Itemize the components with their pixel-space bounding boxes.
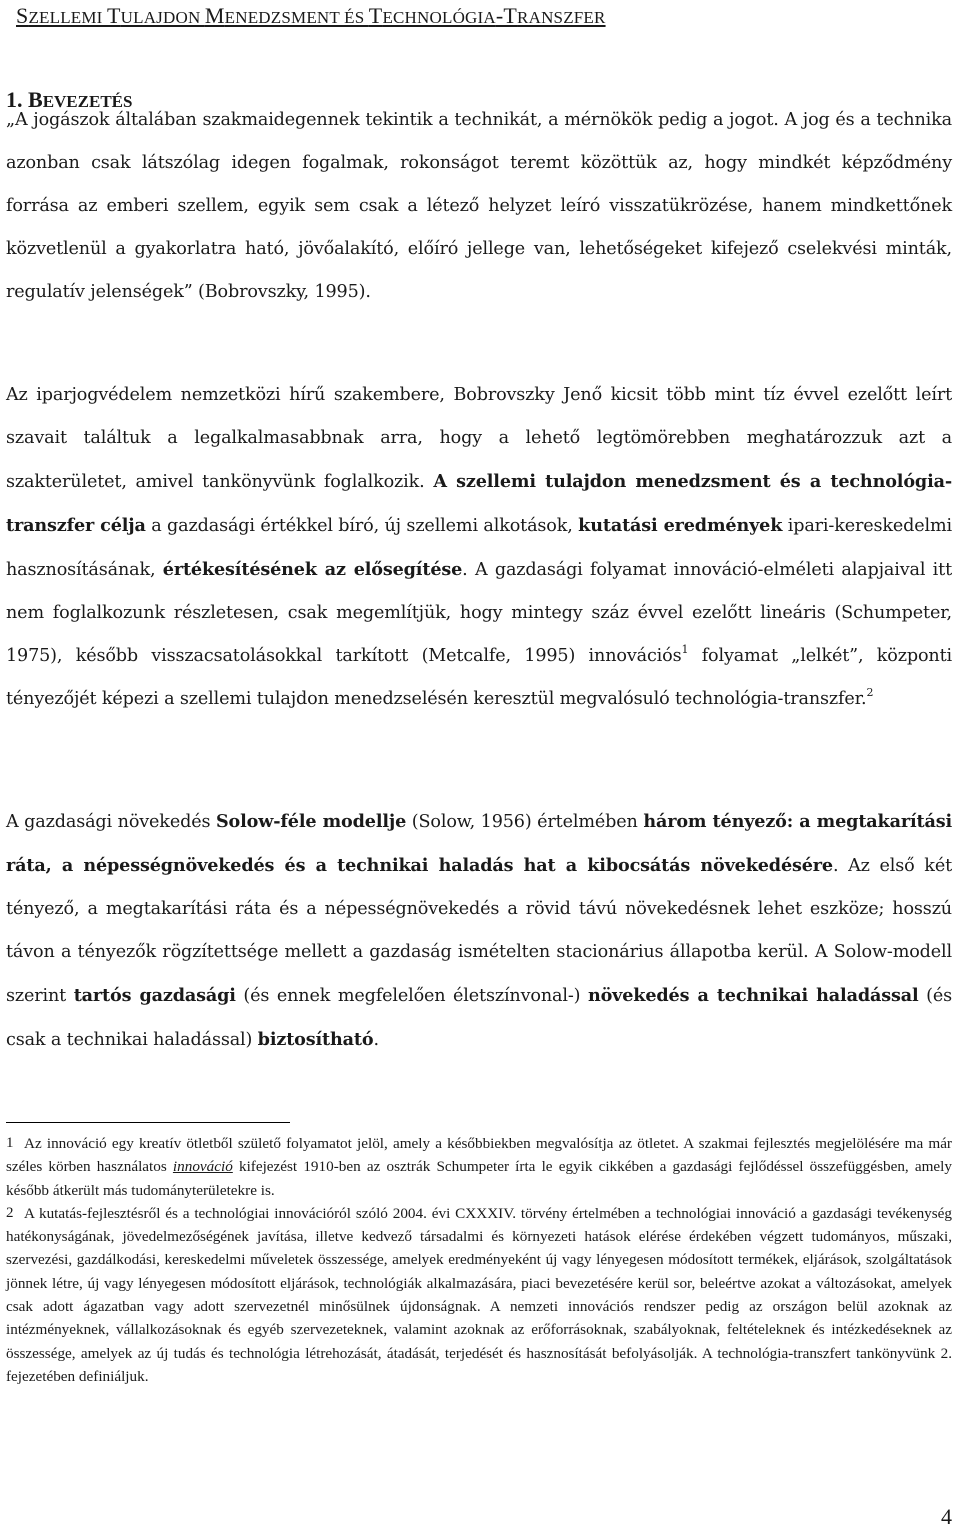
footnote-ref-2[interactable]: 2 xyxy=(866,686,874,699)
text-run: (és ennek megfelelően életszínvonal-) xyxy=(235,986,588,1006)
text-run: Az iparjogvédelem nemzetközi hírű szakembere, Bobrovszky Jenő kicsit több mint tíz évvel ezelőtt leírt szavait találtuk a legalkalmasabbnak arra, hogy a lehető legtömörebben meghatározzuk azt a szakterületet, amivel tankönyvünk foglalkozik. xyxy=(6,385,952,492)
footnote-text: A kutatás-fejlesztésről és a technológiai innovációról szóló 2004. évi CXXXIV. törvény értelmében a technológiai innováció a gazdasági tevékenység hatékonyságának, jövedelmezőségének javítása, illetve kedvező társadalmi és környezeti hatások elérése érdekében végzett tudományos, műszaki, szervezési, gazdálkodási, kereskedelmi műveletek összessége, amelyek eredményeként új vagy lényegesen módosított termékek, eljárások, szolgáltatások jönnek létre, új vagy lényegesen módosított eljárások, technológiák alkalmazására, piaci bevezetésére kerül sor, beleértve azokat a változásokat, amelyek csak adott ágazatban vagy adott szervezetnél minősülnek újdonságnak. A nemzeti innovációs rendszer pedig az országon belül azoknak az intézményeknek, vállalkozásoknak és egyéb szervezeteknek, valamint azoknak az erőforrásoknak, szabályoknak, feltételeknek és intézkedéseknek az összessége, amelyek az új tudás és technológia létrehozását, átadását, terjedését és hasznosítását befolyásolják. A technológia-transzfert tankönyvünk 2. fejezetében definiáljuk. xyxy=(6,1204,952,1385)
header-text: -T xyxy=(495,3,518,28)
text-run: . A gazdasági folyamat innováció-elméleti alapjaival itt nem foglalkozunk részletesen, csak megemlítjük, hogy mintegy száz évvel ezelőtt lineáris (Schumpeter, 1975), később visszacsatolásokkal tarkított (Metcalfe, 1995) innovációs xyxy=(6,560,952,666)
section-title: B xyxy=(28,87,43,112)
footnote-2 xyxy=(6,1202,952,1388)
bold-text: A szellemi tulajdon menedzsment és a technológia-transzfer célja xyxy=(6,471,952,536)
bold-text: tartós gazdasági xyxy=(73,985,236,1006)
bold-text: biztosítható xyxy=(257,1029,374,1050)
text-run: . xyxy=(373,1030,379,1050)
header-text: M xyxy=(204,3,225,28)
text-run: a gazdasági értékkel bíró, új szellemi alkotások, xyxy=(145,516,579,536)
italic-text: innováció xyxy=(172,1158,233,1176)
bold-text: három tényező: a megtakarítási ráta, a népességnövekedés és a technikai haladás hat a kibocsátás növekedésére xyxy=(6,811,953,876)
bold-text: kutatási eredmények xyxy=(578,515,783,536)
text-run: kifejezést 1910-ben az osztrák Schumpeter írta le egyik cikkében a gazdasági fejlődéssel összefüggésben, amely később átkerült más tudományterületekre is. xyxy=(6,1158,952,1199)
footnote-number: 2 xyxy=(6,1204,14,1221)
footnotes xyxy=(6,1132,952,1388)
bold-text: növekedés a technikai haladással xyxy=(587,985,919,1006)
paragraph-text xyxy=(6,374,952,721)
text-run: . Az első két tényező, a megtakarítási ráta és a népességnövekedés a rövid távú növekedésnek lehet eszköze; hosszú távon a tényezők rögzítettsége mellett a gazdaság ismételten stacionárius állapotba kerül. A Solow-modell szerint xyxy=(6,856,952,1006)
header-text: T xyxy=(107,3,121,28)
text-run: folyamat „lelkét”, központi tényezőjét képezi a szellemi tulajdon menedzselésén keresztül megvalósuló technológia-transzfer. xyxy=(6,646,953,709)
header-text: S xyxy=(16,3,29,28)
header-text: ENEDZSMENT ÉS xyxy=(224,8,369,27)
footnote-number: 1 xyxy=(6,1135,14,1151)
section-title: EVEZETÉS xyxy=(42,92,133,111)
paragraph-text xyxy=(6,800,952,1062)
text-run: A gazdasági növekedés xyxy=(6,812,216,832)
footnote-ref-1[interactable]: 1 xyxy=(681,643,689,656)
header-text: T xyxy=(368,3,383,28)
page-number: 4 xyxy=(941,1504,952,1529)
paragraph-quote xyxy=(6,99,952,314)
paragraph-text: „A jogászok általában szakmaidegennek tekintik a technikát, a mérnökök pedig a jogot. A jog és a technika azonban csak látszólag idegen fogalmak, rokonságot teremt közöttük az, hogy mindkét képződmény forrása az emberi szellem, egyik sem csak a létező helyzet leíró visszatükrözése, hanem mindkettőnek közvetlenül a gyakorlatra ható, jövőalakító, előíró jellege van, lehetőségeket kifejező cselekvési minták, regulatív jelenségek” (Bobrovszky, 1995). xyxy=(6,110,952,302)
text-run: (Solow, 1956) értelmében xyxy=(406,812,644,832)
footnote-separator xyxy=(6,1122,290,1123)
bold-text: Solow-féle modellje xyxy=(215,811,407,832)
header-text: ULAJDON xyxy=(120,8,205,27)
paragraph-solow xyxy=(6,800,952,1062)
running-header xyxy=(16,2,946,32)
footnote-text xyxy=(6,1135,952,1199)
text-run: Az innováció egy kreatív ötletből születő folyamatot jelöl, amely a későbbiekben megvalósítja az ötletet. A szakmai fejlesztés megjelölésére ma már széles körben használatos xyxy=(6,1135,952,1176)
section-number: 1. xyxy=(6,87,23,112)
header-text: ZELLEMI xyxy=(28,8,107,27)
paragraph-definition xyxy=(6,374,952,721)
header-text: ECHNOLÓGIA xyxy=(382,8,496,27)
header-text: RANSZFER xyxy=(517,8,606,27)
text-run: ipari-kereskedelmi hasznosításának, xyxy=(6,516,953,580)
footnote-1 xyxy=(6,1132,952,1202)
text-run: (és csak a technikai haladással) xyxy=(6,986,952,1050)
bold-text: értékesítésének az elősegítése xyxy=(162,559,463,580)
